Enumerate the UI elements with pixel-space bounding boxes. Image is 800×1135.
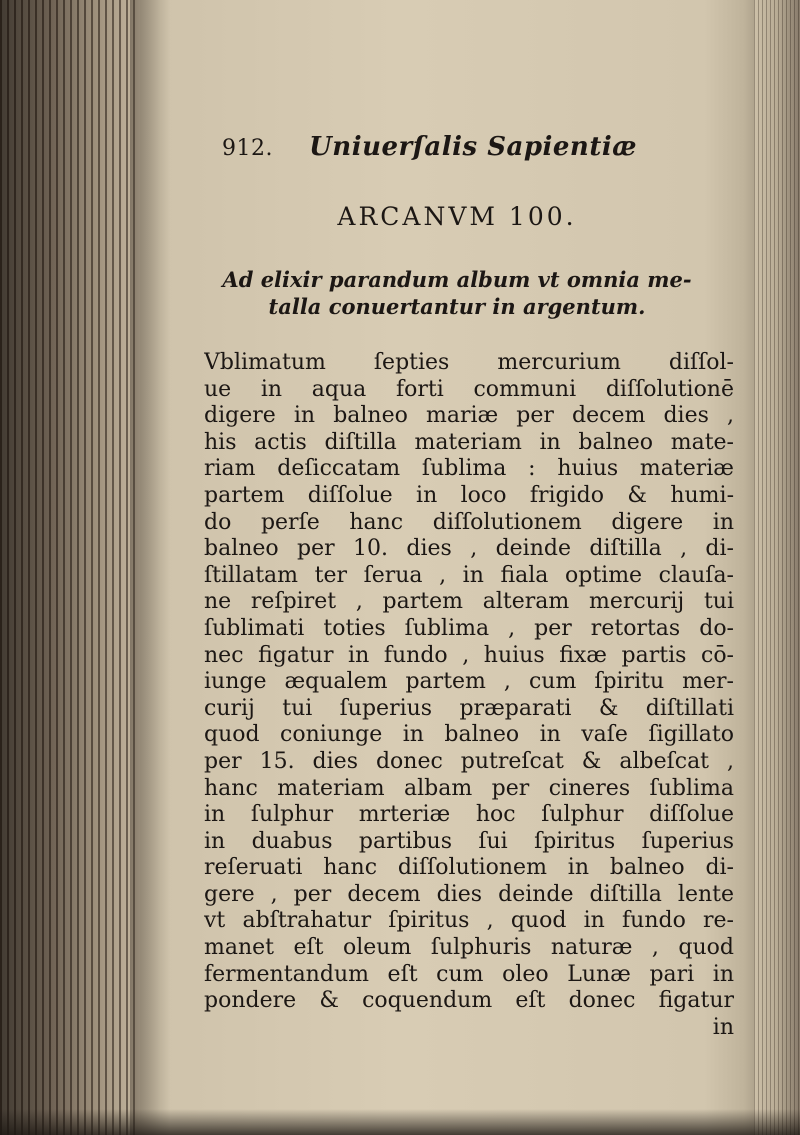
body-line: in — [712, 1014, 734, 1040]
body-line: ſublimati toties ſublima , per retortas do- — [204, 615, 734, 641]
body-line: quod coniunge in balneo in vaſe ſigillato — [204, 722, 734, 748]
body-text — [204, 350, 734, 1041]
page-edges — [754, 0, 800, 1135]
gutter-shadow — [130, 0, 170, 1135]
body-line: ue in aqua forti communi diſſolutionē — [204, 376, 734, 402]
body-line: iunge æqualem partem , cum ſpiritu mer- — [204, 669, 734, 695]
body-line: Vblimatum ſepties mercurium diſſol- — [204, 350, 734, 375]
body-line: do perſe hanc diſſolutionem digere in — [204, 509, 734, 535]
subheading-line: talla conuertantur in argentum. — [268, 294, 646, 319]
body-line: balneo per 10. dies , deinde diſtilla , di- — [204, 536, 734, 562]
book-gutter — [0, 0, 140, 1135]
body-line: nec figatur in fundo , huius fixæ partis cō- — [204, 642, 734, 668]
section-heading: ARCANVM 100. — [337, 202, 577, 231]
body-line: vt abſtrahatur ſpiritus , quod in fundo re- — [204, 908, 734, 934]
subheading-line: Ad elixir parandum album vt omnia me- — [222, 267, 692, 292]
body-line: in ſulphur mrteriæ hoc ſulphur diſſolue — [204, 802, 734, 828]
running-title: Uniuerſalis Sapientiæ — [309, 132, 637, 162]
body-line: riam deſiccatam ſublima : huius materiæ — [204, 456, 734, 482]
book-page — [172, 70, 742, 1110]
body-line: hanc materiam albam per cineres ſublima — [204, 775, 734, 801]
body-line: pondere & coquendum eſt donec figatur — [204, 988, 734, 1014]
body-line: fermentandum eſt cum oleo Lunæ pari in — [204, 961, 734, 987]
body-line: digere in balneo mariæ per decem dies , — [204, 403, 734, 429]
body-line: ne reſpiret , partem alteram mercurij tui — [204, 589, 734, 615]
bottom-shadow — [0, 1109, 800, 1135]
page-number: 912. — [222, 136, 273, 161]
running-head — [222, 132, 692, 162]
body-line: partem diſſolue in loco frigido & humi- — [204, 482, 734, 508]
body-line: his actis diſtilla materiam in balneo mate- — [204, 429, 734, 455]
body-line: ſtillatam ter ſerua , in fiala optime clauſa- — [204, 562, 734, 588]
body-line: reſeruati hanc diſſolutionem in balneo di- — [204, 855, 734, 881]
body-line: in duabus partibus ſui ſpiritus ſuperius — [204, 828, 734, 854]
body-line: per 15. dies donec putreſcat & albeſcat , — [204, 748, 734, 774]
body-line: gere , per decem dies deinde diſtilla lente — [204, 881, 734, 907]
body-line: manet eſt oleum ſulphuris naturæ , quod — [204, 935, 734, 961]
body-line: curij tui ſuperius præparati & diſtillati — [204, 695, 734, 721]
section-subheading — [172, 266, 742, 320]
